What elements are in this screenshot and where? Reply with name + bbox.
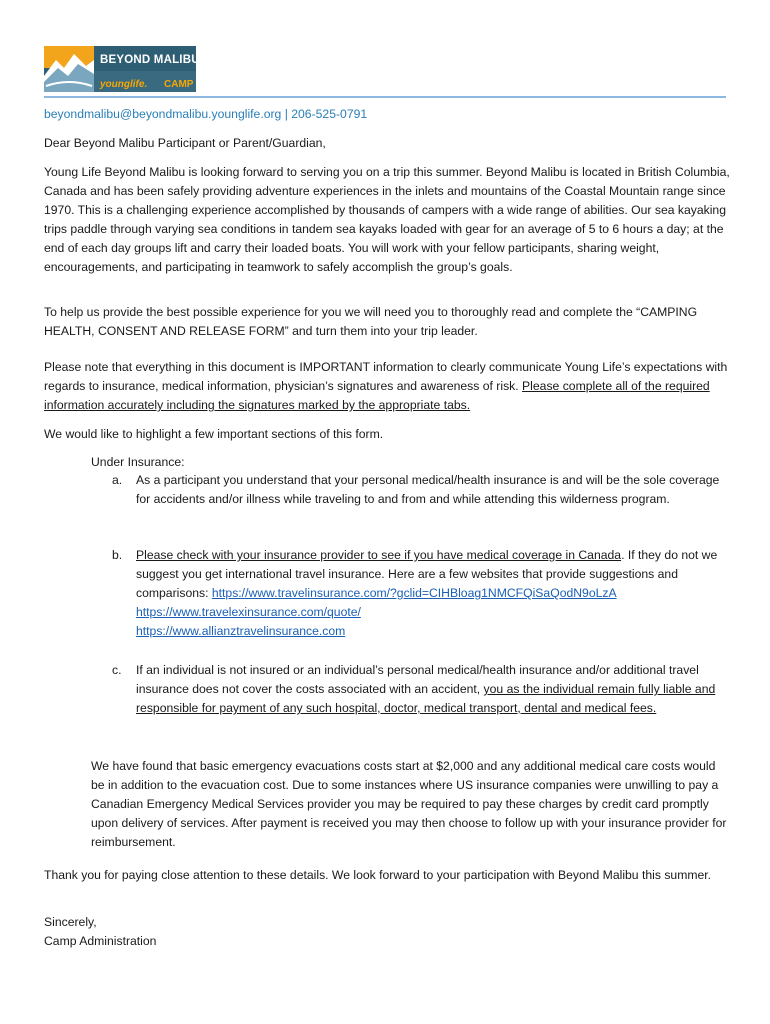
important-note-underlined: Please complete all of the required information accurately including the signatures marked by the appropriate tabs. <box>44 379 710 412</box>
coverage-check-underlined: Please check with your insurance provider to see if you have medical coverage in Canada <box>136 548 622 562</box>
list-item-letter: c. <box>112 663 122 677</box>
insurance-heading: Under Insurance: <box>91 455 185 469</box>
header-rule <box>44 96 726 98</box>
travelinsurance-link[interactable]: https://www.travelinsurance.com/?gclid=CIHBloag1NMCFQiSaQodN9oLzA <box>211 586 617 600</box>
list-item-text <box>136 661 736 718</box>
form-request-paragraph: To help us provide the best possible experience for you we will need you to thoroughly read and complete the “CAMPING HEALTH, CONSENT AND RELEASE FORM” and turn them into your trip leader. <box>44 305 698 338</box>
travelex-link[interactable]: https://www.travelexinsurance.com/quote/ <box>136 605 361 619</box>
list-item-text <box>136 546 736 641</box>
logo-title: BEYOND MALIBU. <box>100 54 204 66</box>
thank-you-paragraph: Thank you for paying close attention to these details. We look forward to your participation with Beyond Malibu this summer. <box>44 868 712 882</box>
salutation: Dear Beyond Malibu Participant or Parent/Guardian, <box>44 136 326 150</box>
logo-camp: CAMP <box>164 79 194 90</box>
list-item-text: As a participant you understand that your personal medical/health insurance is and will be the sole coverage for accidents and/or illness while traveling to and from and while attending this wilderness program. <box>136 473 720 506</box>
allianz-link[interactable]: https://www.allianztravelinsurance.com <box>136 624 346 638</box>
logo-wordmark <box>94 46 204 92</box>
highlight-paragraph: We would like to highlight a few important sections of this form. <box>44 427 384 441</box>
contact-line[interactable]: beyondmalibu@beyondmalibu.younglife.org | 206-525-0791 <box>44 107 368 121</box>
important-note-paragraph <box>44 358 730 415</box>
coverage-check-text: . If they do not we suggest you get international travel insurance. Here are a few websites that provide suggestions and comparisons: <box>136 548 718 600</box>
beyond-malibu-logo <box>44 46 204 92</box>
list-item-letter: a. <box>112 473 123 487</box>
logo-younglife: younglife. <box>100 79 148 90</box>
important-note-text: Please note that everything in this document is IMPORTANT information to clearly communicate Young Life’s expectations with regards to insurance, medical information, physician’s signatures and awareness of risk. <box>44 360 728 393</box>
mountain-logo-icon <box>44 46 94 92</box>
signature: Camp Administration <box>44 934 157 948</box>
liability-underlined: you as the individual remain fully liable and responsible for payment of any such hospital, doctor, medical transport, dental and medical fees. <box>136 682 716 715</box>
liability-text: If an individual is not insured or an individual’s personal medical/health insurance and/or additional travel insurance does not cover the costs associated with an accident, <box>136 663 699 696</box>
list-item-letter: b. <box>112 548 123 562</box>
intro-paragraph: Young Life Beyond Malibu is looking forward to serving you on a trip this summer. Beyond Malibu is located in British Columbia, Canada and has been safely providing adventure experiences in the inlets and mountains of the Coastal Mountain range since 1970. This is a challenging experience accomplished by thousands of campers with a wide range of abilities. Our sea kayaking trips paddle through varying sea conditions in tandem sea kayaks loaded with gear for an average of 5 to 6 hours a day; at the end of each day groups lift and carry their loaded boats. You will work with your fellow participants, sharing weight, encouragements, and participating in teamwork to safely accomplish the group’s goals. <box>44 165 730 274</box>
closing: Sincerely, <box>44 915 97 929</box>
evacuation-cost-paragraph: We have found that basic emergency evacuations costs start at $2,000 and any additional medical care costs would be in addition to the evacuation cost. Due to some instances where US insurance companies were unwilling to pay a Canadian Emergency Medical Services provider you may be required to pay these charges by credit card promptly upon delivery of services. After payment is received you may then choose to follow up with your insurance provider for reimbursement. <box>91 759 727 849</box>
